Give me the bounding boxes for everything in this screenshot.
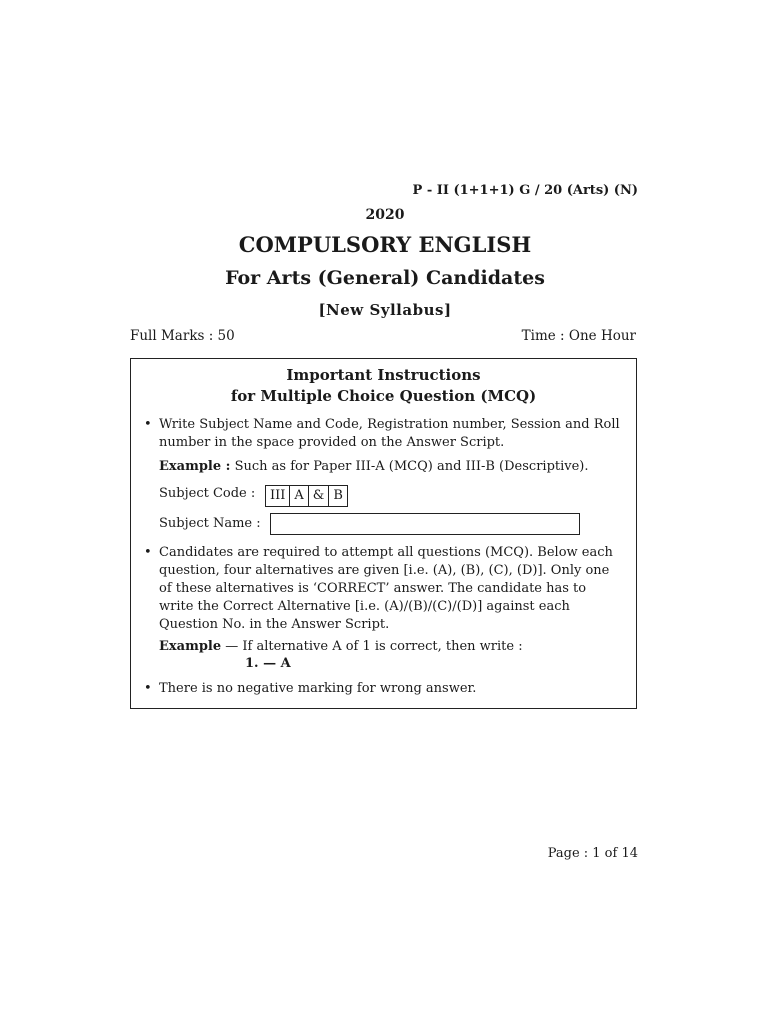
example-1-text: Such as for Paper III-A (MCQ) and III-B (Descriptive).: [230, 459, 589, 474]
example-2: [159, 639, 523, 654]
example-1: [159, 459, 589, 474]
exam-time: Time : One Hour: [521, 328, 636, 344]
example-2-text: — If alternative A of 1 is correct, then write :: [221, 639, 523, 654]
bullet-icon: •: [144, 545, 152, 560]
instruction-item-3: There is no negative marking for wrong answer.: [159, 681, 477, 696]
example-2-answer: 1. — A: [245, 656, 291, 671]
example-1-label: Example :: [159, 459, 231, 474]
subject-code-label: Subject Code :: [159, 486, 256, 501]
subject-code-cell: III: [266, 486, 290, 506]
subject-name-field: [270, 513, 580, 535]
full-marks: Full Marks : 50: [130, 328, 235, 344]
bullet-icon: •: [144, 417, 152, 432]
paper-code: P - II (1+1+1) G / 20 (Arts) (N): [412, 183, 638, 198]
instructions-box: [130, 358, 637, 709]
exam-year: 2020: [365, 207, 405, 223]
subject-name-label: Subject Name :: [159, 516, 261, 531]
page-number: Page : 1 of 14: [547, 846, 638, 861]
instructions-heading: Important Instructions: [286, 366, 481, 384]
instruction-item-2: Candidates are required to attempt all questions (MCQ). Below each question, four alternatives are given [i.e. (A), (B), (C), (D)]. Only one of these alternatives is ‘CORRECT’ answer. The candidate has to write the Correct Alternative [i.e. (A)/(B)/(C)/(D)] against each Question No. in the Answer Script.: [159, 545, 613, 632]
page-subtitle: For Arts (General) Candidates: [225, 267, 545, 289]
example-2-label: Example: [159, 639, 222, 654]
subject-code-cell: B: [333, 488, 343, 503]
subject-code-cell: A: [290, 486, 308, 506]
instructions-subheading: for Multiple Choice Question (MCQ): [230, 387, 537, 405]
subject-code-boxes: [265, 485, 348, 507]
syllabus-label: [New Syllabus]: [318, 301, 452, 319]
bullet-icon: •: [144, 681, 152, 696]
instruction-item-1: Write Subject Name and Code, Registration number, Session and Roll number in the space provided on the Answer Script.: [159, 417, 620, 450]
subject-code-cell: &: [309, 486, 330, 506]
page-title: COMPULSORY ENGLISH: [238, 232, 532, 257]
